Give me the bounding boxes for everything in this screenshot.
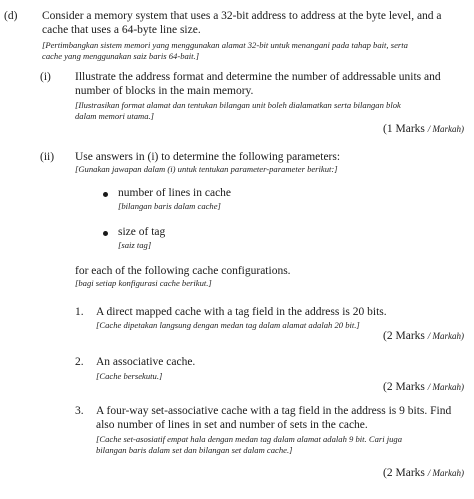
question-text-line2: cache that uses a 64-byte line size.	[42, 24, 201, 36]
question-malay-line1: [Pertimbangkan sistem memori yang menggunakan alamat 32-bit untuk menangani pada tahap bait, serta	[42, 40, 408, 50]
marks-label: (2 Marks	[383, 330, 425, 342]
item-3-text-line2: also number of lines in set and number of sets in the cache.	[96, 419, 368, 431]
markah-label: / Markah)	[427, 124, 464, 134]
item-1-malay-line1: [Cache dipetakan langsung dengan medan tag dalam alamat adalah 20 bit.]	[96, 320, 360, 330]
item-2-marks	[383, 380, 464, 394]
item-3-num: 3.	[75, 405, 84, 417]
item-3-malay-line2: bilangan baris dalam set dan bilangan set dalam cache.]	[96, 445, 293, 455]
markah-label: / Markah)	[427, 468, 464, 478]
item-2-text-line1: An associative cache.	[96, 356, 196, 368]
item-3-malay-line1: [Cache set-asosiatif empat hala dengan medan tag dalam alamat adalah 9 bit. Cari juga	[96, 434, 403, 444]
item-1-text-line1: A direct mapped cache with a tag field in the address is 20 bits.	[96, 306, 387, 318]
item-1-marks	[383, 329, 464, 343]
part-i-label: (i)	[40, 71, 51, 83]
item-3-marks	[383, 466, 464, 480]
part-i-text-line2: number of blocks in the main memory.	[75, 85, 254, 97]
item-1-num: 1.	[75, 306, 84, 318]
part-i-malay-line2: dalam memori utama.]	[75, 111, 155, 121]
part-i-marks	[383, 122, 464, 136]
item-2-malay-line1: [Cache bersekutu.]	[96, 371, 163, 381]
configs-text: for each of the following cache configurations.	[75, 265, 291, 277]
marks-label: (1 Marks	[383, 123, 425, 135]
bullet-1-text: number of lines in cache	[118, 187, 232, 199]
bullet-2-text: size of tag	[118, 226, 166, 238]
bullet-icon	[103, 192, 108, 197]
bullet-1-malay: [bilangan baris dalam cache]	[118, 201, 221, 211]
bullet-icon	[103, 231, 108, 236]
part-i-text-line1: Illustrate the address format and determine the number of addressable units and	[75, 71, 441, 83]
question-text-line1: Consider a memory system that uses a 32-bit address to address at the byte level, and a	[42, 10, 442, 22]
part-ii-text-line1: Use answers in (i) to determine the following parameters:	[75, 151, 341, 163]
bullet-2-malay: [saiz tag]	[118, 240, 152, 250]
markah-label: / Markah)	[427, 331, 464, 341]
marks-label: (2 Marks	[383, 467, 425, 479]
question-label: (d)	[4, 10, 18, 22]
part-ii-malay-line1: [Gunakan jawapan dalam (i) untuk tentukan parameter-parameter berikut:]	[75, 164, 338, 174]
question-malay-line2: cache yang menggunakan saiz baris 64-bait.]	[42, 51, 200, 61]
markah-label: / Markah)	[427, 382, 464, 392]
marks-label: (2 Marks	[383, 381, 425, 393]
part-i-malay-line1: [Ilustrasikan format alamat dan tentukan bilangan unit boleh dialamatkan serta bilangan blok	[75, 100, 401, 110]
part-ii-label: (ii)	[40, 151, 55, 163]
item-3-text-line1: A four-way set-associative cache with a tag field in the address is 9 bits. Find	[96, 405, 452, 417]
configs-malay: [bagi setiap konfigurasi cache berikut.]	[75, 278, 212, 288]
item-2-num: 2.	[75, 356, 84, 368]
